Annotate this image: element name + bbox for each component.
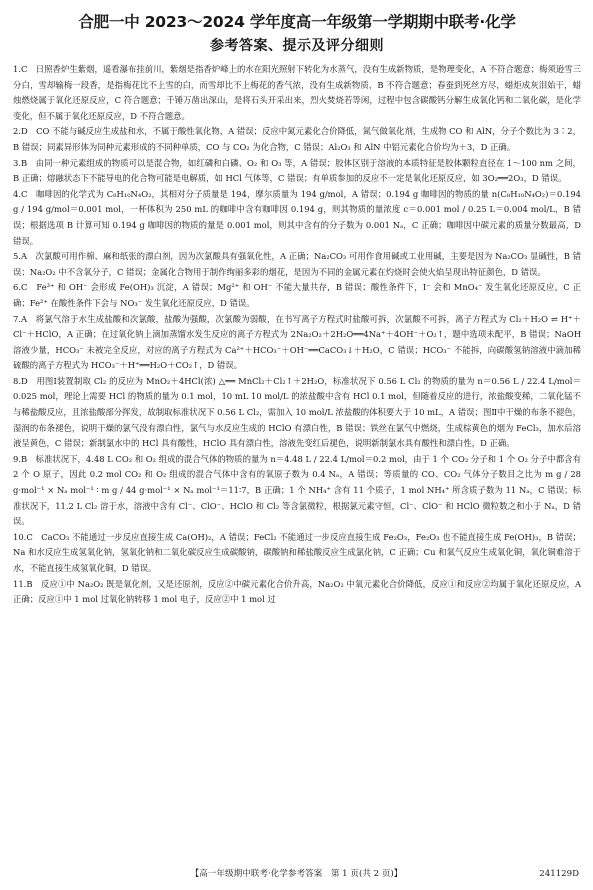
answer-number: 7. <box>13 313 21 324</box>
answer-text: D CO 不能与碱反应生成盐和水，不属于酸性氧化物，A 错误；反应中氮元素化合价降低，氮气做氧化剂，生成物 CO 和 AlN，分子个数比为 3∶2，B 错误；同素异形体为同种元素形成的不同种单质，CO 与 CO₂ 为化合物，C 错误；Al₂O₃ 和 AlN 中铝元素化合价均为＋3，D 正确。 <box>13 126 581 152</box>
footer-doc-code: 241129D <box>539 869 579 879</box>
answer-item <box>13 577 581 608</box>
answer-item <box>13 530 581 577</box>
answer-item <box>13 62 581 124</box>
answer-text: C 日照香炉生紫烟，遥看瀑布挂前川，紫烟是指香炉峰上的水在阳光照射下转化为水蒸气，没有生成新物质，是物理变化，A 不符合题意；梅须逊雪三分白，雪却输梅一段香，是指梅花比不上雪的白，而雪却比不上梅花的香气浓，没有生成新物质，B 不符合题意；春蚕到死丝方尽，蜡炬成灰泪始干，蜡烛燃烧属于氧化还原反应，C 符合题意；千锤万凿出深山，是将石头开采出来，烈火焚烧若等闲，过程中包含碳酸钙分解生成氧化钙和二氧化碳，是化学变化，但不属于氧化还原反应，D 不符合题意。 <box>13 64 581 121</box>
answer-item <box>13 187 581 249</box>
answer-list <box>13 62 581 608</box>
page-subtitle: 参考答案、提示及评分细则 <box>210 38 384 54</box>
answer-item <box>13 249 581 280</box>
answer-text: A 次氯酸可用作棉、麻和纸张的漂白剂，因为次氯酸具有强氧化性，A 正确；Na₂CO₃ 可用作食用碱或工业用碱，主要是因为 Na₂CO₃ 显碱性，B 错误；Na₂O₂ 中不含氧分子，C 错误；金属化合物用于制作绚丽多彩的烟花，是因为不同的金属元素在灼烧时会使火焰呈现出特征颜色，D 错误。 <box>13 251 581 277</box>
answer-item <box>13 374 581 452</box>
answer-item <box>13 280 581 311</box>
answer-number: 2. <box>13 126 21 137</box>
answer-item <box>13 124 581 155</box>
answer-number: 6. <box>13 282 21 293</box>
answer-text: A 将氯气溶于水生成盐酸和次氯酸，盐酸为强酸，次氯酸为弱酸，在书写离子方程式时盐酸可拆，次氯酸不可拆，离子方程式为 Cl₂＋H₂O ⇌ H⁺＋Cl⁻＋HClO，A 正确；在过氧化钠上滴加蒸馏水发生反应的离子方程式为 2Na₂O₂＋2H₂O══4Na⁺＋4OH⁻＋O₂↑，题中选项未配平，B 错误；NaOH 溶液少量，HCO₃⁻ 未被完全反应，对应的离子方程式为 Ca²⁺＋HCO₃⁻＋OH⁻══CaCO₃↓＋H₂O，C 错误；HCO₃⁻ 不能拆，向碳酸氢钠溶液中滴加稀硫酸的离子方程式为 HCO₃⁻＋H⁺══H₂O＋CO₂↑，D 错误。 <box>13 313 581 371</box>
answer-text: B 标准状况下，4.48 L CO₂ 和 O₂ 组成的混合气体的物质的量为 n＝4.48 L / 22.4 L/mol＝0.2 mol，由于 1 个 CO₂ 分子和 1 个 O₂ 分子中都含有 2 个 O 原子，因此 0.2 mol CO₂ 和 O₂ 组成的混合气体中含有的氧原子数为 0.4 Nₐ，A 错误；等质量的 CO、CO₂ 气体分子数目之比为 m g / 28 g·mol⁻¹ × Nₐ mol⁻¹ ∶ m g / 44 g·mol⁻¹ × Nₐ mol⁻¹＝11∶7，B 正确；1 个 NH₄⁺ 含有 11 个质子，1 mol NH₄⁺ 所含质子数为 11 Nₐ，C 错误；标准状况下，11.2 L Cl₂ 溶于水，溶液中含有 Cl⁻、ClO⁻、HClO 和 Cl₂ 等含氯微粒，根据氯元素守恒，Cl⁻、ClO⁻ 和 HClO 微粒数之和小于 Nₐ，D 错误。 <box>13 453 581 527</box>
answer-number: 3. <box>13 157 21 168</box>
answer-number: 9. <box>13 453 21 464</box>
answer-item <box>13 312 581 374</box>
answer-text: C CaCO₃ 不能通过一步反应直接生成 Ca(OH)₂，A 错误；FeCl₂ 不能通过一步反应直接生成 Fe₂O₃，Fe₂O₃ 也不能直接生成 Fe(OH)₃，B 错误；Na 和水反应生成氢氧化钠，氢氧化钠和二氧化碳反应生成碳酸钠，碳酸钠和稀盐酸反应生成氯化钠，C 正确；Cu 和氧气反应生成氧化铜，氧化铜难溶于水，不能直接生成氢氧化铜，D 错误。 <box>13 531 581 573</box>
page-title: 合肥一中 2023～2024 学年度高一年级第一学期期中联考·化学 <box>78 13 516 31</box>
answer-number: 10. <box>13 531 27 542</box>
answer-text: C Fe³⁺ 和 OH⁻ 会形成 Fe(OH)₃ 沉淀，A 错误；Mg²⁺ 和 OH⁻ 不能大量共存，B 错误；酸性条件下，I⁻ 会和 MnO₄⁻ 发生氧化还原反应，C 正确；Fe²⁺ 在酸性条件下会与 NO₃⁻ 发生氧化还原反应，D 错误。 <box>13 282 581 308</box>
answer-text: C 咖啡因的化学式为 C₈H₁₀N₄O₂，其相对分子质量是 194，摩尔质量为 194 g/mol，A 错误；0.194 g 咖啡因的物质的量 n(C₈H₁₀N₄O₂)＝0.194 g / 194 g/mol＝0.001 mol，一杯体积为 250 mL 的咖啡中含有咖啡因 0.194 g，则其物质的量浓度 c＝0.001 mol / 0.25 L＝0.004 mol/L，B 错误；根据选项 B 计算可知 0.194 g 咖啡因的物质的量是 0.001 mol，则其中含有的分子数为 0.001 Nₐ，C 正确；咖啡因中碳元素的质量分数最高，D 错误。 <box>13 188 581 246</box>
answer-number: 8. <box>13 375 21 386</box>
footer-page-info: 【高一年级期中联考·化学参考答案 第 1 页(共 2 页)】 <box>190 869 403 879</box>
answer-text: D 用图Ⅰ装置制取 Cl₂ 的反应为 MnO₂＋4HCl(浓) △══ MnCl₂＋Cl₂↑＋2H₂O，标准状况下 0.56 L Cl₂ 的物质的量为 n＝0.56 L / 22.4 L/mol＝0.025 mol，理论上需要 HCl 的物质的量为 0.1 mol，10 mL 10 mol/L 的浓盐酸中含有 HCl 0.1 mol，但随着反应的进行，浓盐酸变稀，二氧化锰不与稀盐酸反应，且浓盐酸部分挥发，故制取标准状况下 0.56 L Cl₂，需加入 10 mol/L 浓盐酸的体积要大于 10 mL，A 错误；图Ⅱ中干燥的布条不褪色，湿润的布条褪色，说明干燥的氯气没有漂白性，氯气与水反应生成的 HClO 有漂白性，B 错误；铁丝在氯气中燃烧，生成棕黄色的烟为 FeCl₃，加水后溶液呈黄色，C 错误；新制氯水中的 HCl 具有酸性，HClO 具有漂白性，溶液先变红后褪色，说明新制氯水具有酸性和漂白性，D 正确。 <box>13 375 581 449</box>
answer-text: B 反应①中 Na₂O₂ 既是氧化剂，又是还原剂，反应②中碳元素化合价升高，Na₂O₂ 中氧元素化合价降低，反应①和反应②均属于氧化还原反应，A 正确；反应①中 1 mol 过氧化钠转移 1 mol 电子，反应②中 1 mol 过 <box>13 578 581 605</box>
answer-number: 4. <box>13 188 21 199</box>
answer-item <box>13 156 581 187</box>
answer-number: 5. <box>13 251 21 262</box>
answer-item <box>13 452 581 530</box>
answer-text: B 由同一种元素组成的物质可以是混合物，如红磷和白磷、O₂ 和 O₃ 等，A 错误；胶体区别于溶液的本质特征是胶体颗粒直径在 1～100 nm 之间，B 正确；熔融状态下不能导电的化合物可能是电解质，如 HCl 气体等，C 错误；有单质参加的反应不一定是氧化还原反应，如 3O₂══2O₃，D 错误。 <box>13 157 581 184</box>
answer-number: 1. <box>13 64 21 74</box>
answer-number: 11. <box>13 578 27 589</box>
